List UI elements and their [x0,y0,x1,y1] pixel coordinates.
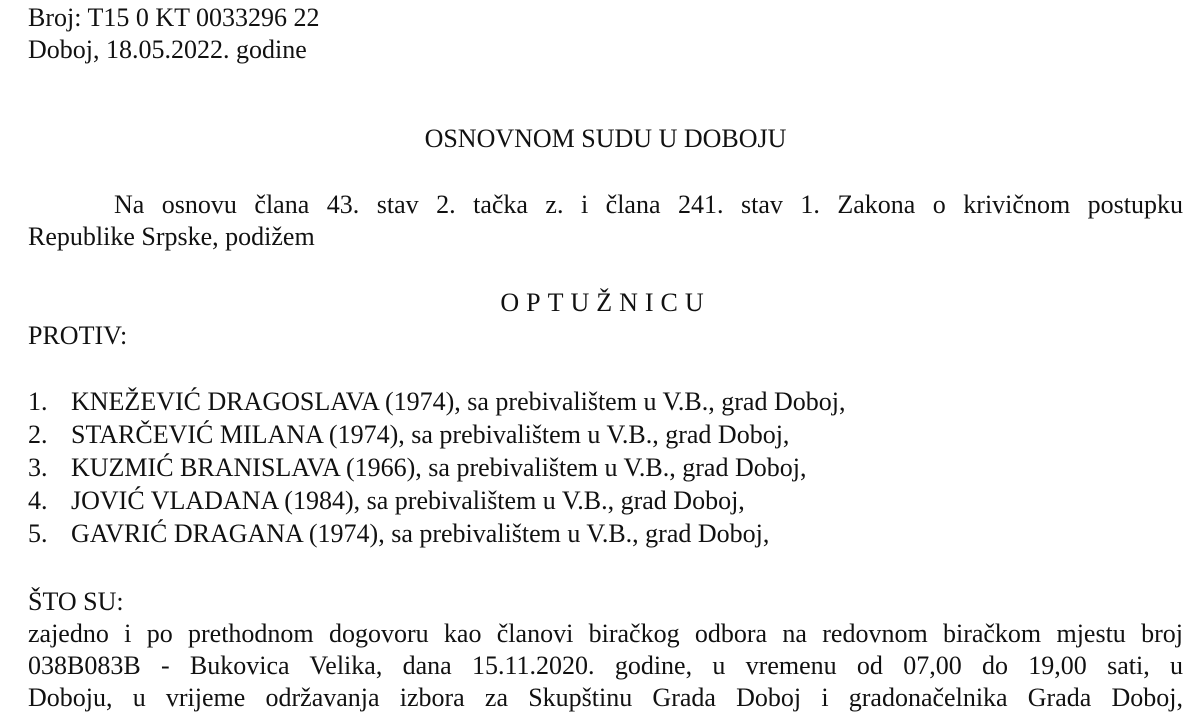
defendant-item [28,452,806,484]
charge-label: ŠTO SU: [28,587,124,616]
case-number: Broj: T15 0 KT 0033296 22 [28,3,320,32]
defendant-text: GAVRIĆ DRAGANA (1974), sa prebivalištem u V.B., grad Doboj, [71,519,770,548]
defendant-number: 4. [28,486,48,515]
addressee: OSNOVNOM SUDU U DOBOJU [424,124,787,153]
charge-line-1: zajedno i po prethodnom dogovoru kao članovi biračkog odbora na redovnom biračkom mjestu broj [28,619,1183,648]
defendant-item [28,518,769,550]
charge-line-3: Doboju, u vrijeme održavanja izbora za Skupštinu Grada Doboj i gradonačelnika Grada Doboj, [28,683,1183,712]
defendant-item [28,386,845,418]
charge-line-2: 038B083B - Bukovica Velika, dana 15.11.2020. godine, u vremenu od 07,00 do 19,00 sati, u [28,651,1183,680]
intro-line-2: Republike Srpske, podižem [28,222,315,251]
defendant-item [28,485,745,517]
against-label: PROTIV: [28,321,128,350]
intro-line-1: Na osnovu člana 43. stav 2. tačka z. i člana 241. stav 1. Zakona o krivičnom postupku [114,190,1183,219]
defendant-text: KNEŽEVIĆ DRAGOSLAVA (1974), sa prebivalištem u V.B., grad Doboj, [71,387,846,416]
place-date: Doboj, 18.05.2022. godine [28,35,307,64]
defendant-text: KUZMIĆ BRANISLAVA (1966), sa prebivalištem u V.B., grad Doboj, [71,453,807,482]
defendant-number: 1. [28,387,48,416]
defendant-number: 5. [28,519,48,548]
defendant-text: STARČEVIĆ MILANA (1974), sa prebivalištem u V.B., grad Doboj, [71,420,790,449]
defendant-text: JOVIĆ VLADANA (1984), sa prebivalištem u V.B., grad Doboj, [71,486,745,515]
defendant-number: 2. [28,420,48,449]
document-title: OPTUŽNICU [500,288,711,317]
defendant-number: 3. [28,453,48,482]
defendant-item [28,419,789,451]
